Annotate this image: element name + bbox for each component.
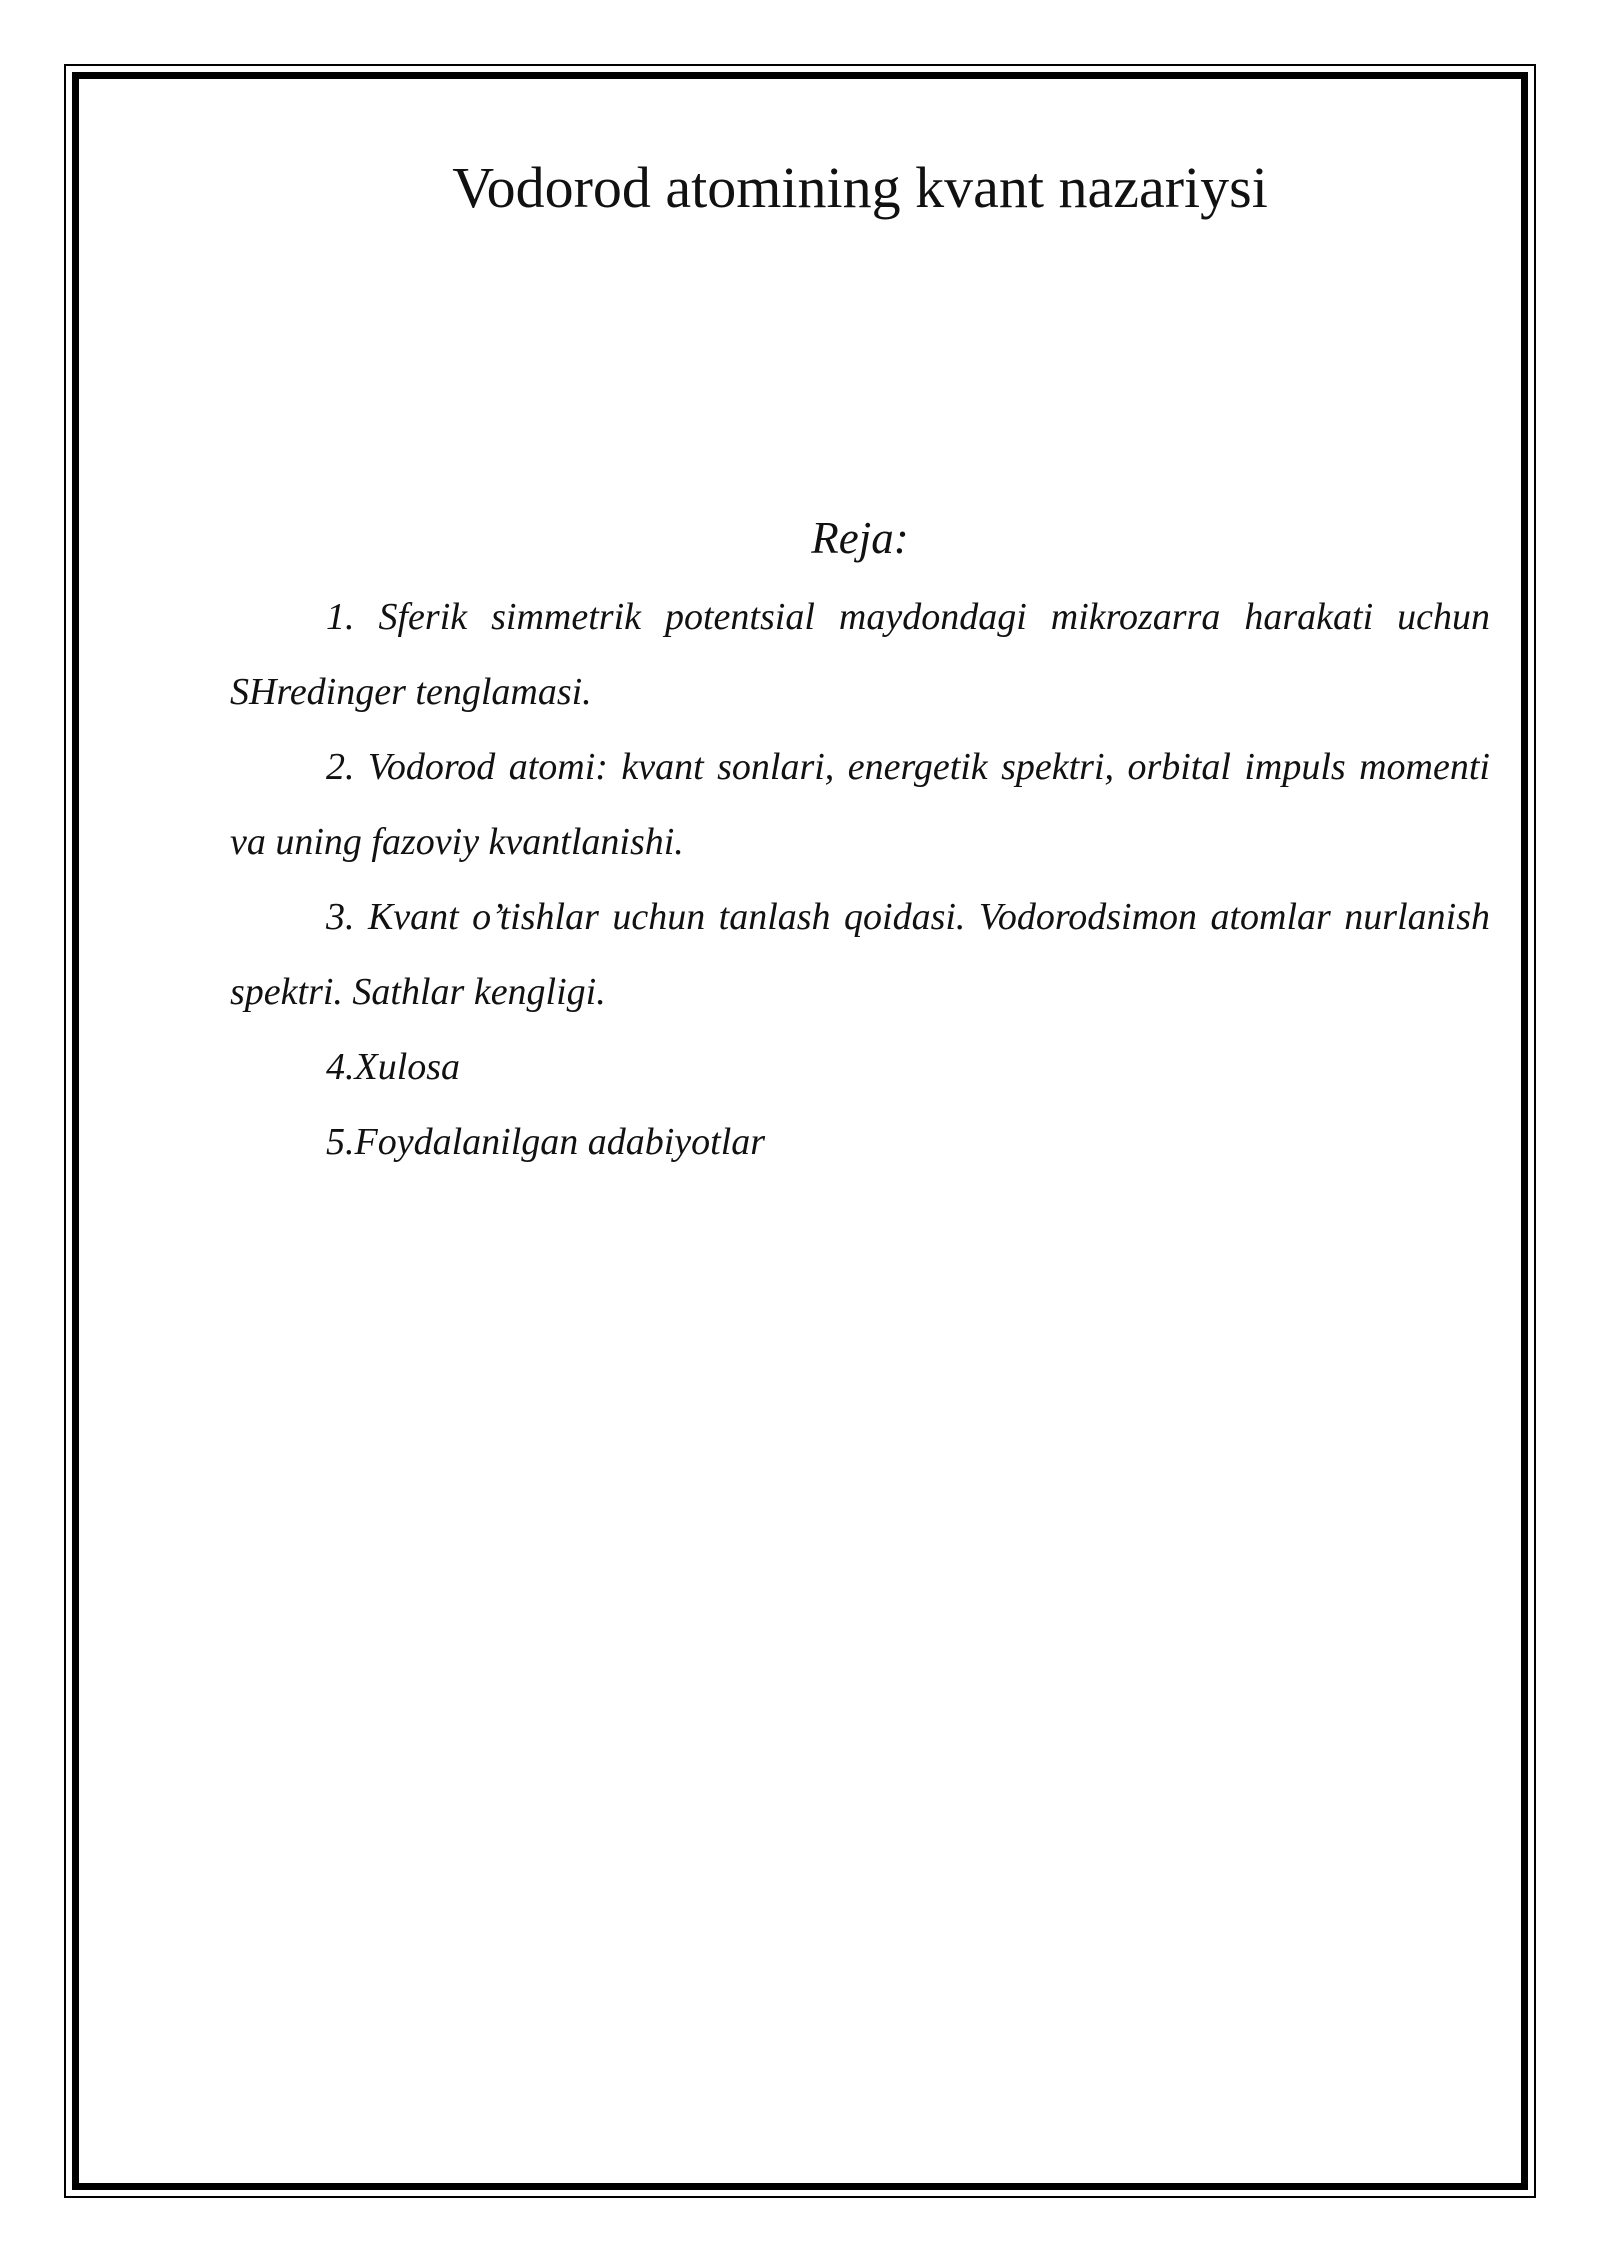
plan-item-1: 1. Sferik simmetrik potentsial maydondagi mikrozarra harakati uchun SHredinger tenglamasi. (230, 596, 1490, 713)
plan-item-4: 4.Xulosa (326, 1046, 461, 1088)
plan-item-5: 5.Foydalanilgan adabiyotlar (326, 1121, 766, 1163)
document-title: Vodorod atomining kvant nazariysi (452, 155, 1268, 220)
plan-item-2: 2. Vodorod atomi: kvant sonlari, energetik spektri, orbital impuls momenti va uning fazoviy kvantlanishi. (230, 746, 1490, 863)
plan-heading: Reja: (811, 513, 909, 563)
plan-item-3: 3. Kvant o’tishlar uchun tanlash qoidasi. Vodorodsimon atomlar nurlanish spektri. Sathlar kengligi. (230, 896, 1490, 1013)
plan-list (230, 580, 1490, 1180)
